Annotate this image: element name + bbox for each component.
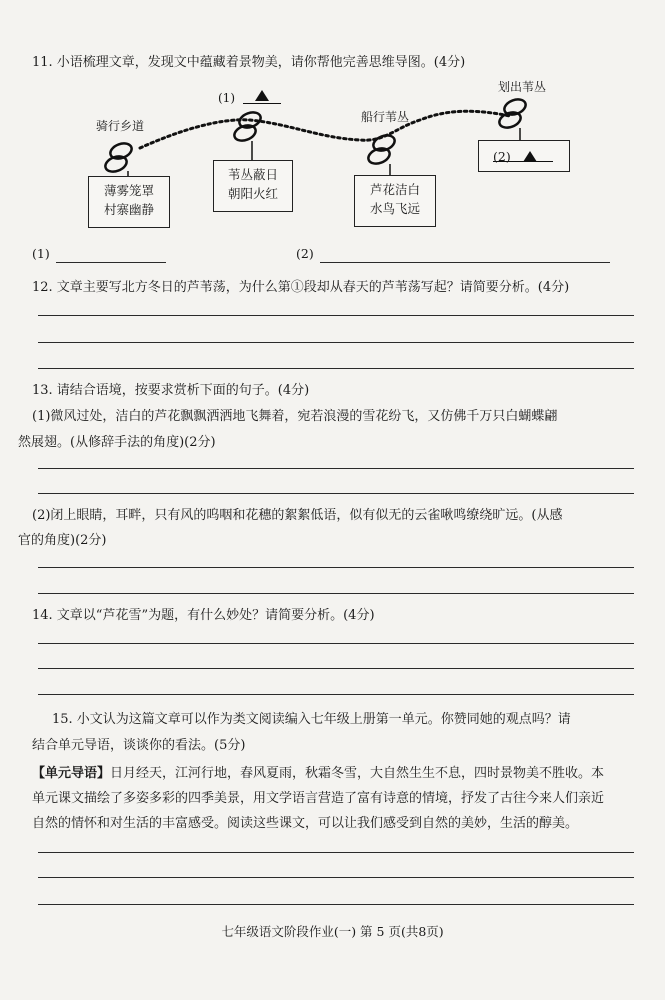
q15-guide-line2: 单元课文描绘了多姿多彩的四季美景，用文学语言营造了富有诗意的情境，抒发了古往今来人们亲近 <box>32 791 605 806</box>
node4-box-text: (2) <box>493 149 511 164</box>
node4-label: 划出苇丛 <box>498 80 547 94</box>
q13-title: 13. 请结合语境，按要求赏析下面的句子。(4分) <box>32 383 310 398</box>
answer-line[interactable] <box>38 852 634 853</box>
q12-title: 12. 文章主要写北方冬日的芦苇荡，为什么第①段却从春天的芦苇荡写起？请简要分析。(4分) <box>32 280 570 295</box>
answer-line[interactable] <box>38 668 634 669</box>
node2-label <box>218 91 281 106</box>
node3-label: 船行苇丛 <box>361 110 410 124</box>
node4-box <box>478 140 570 172</box>
q15-title-line1: 15. 小文认为这篇文章可以作为类文阅读编入七年级上册第一单元。你赞同她的观点吗？请 <box>52 712 571 727</box>
answer-line[interactable] <box>38 493 634 494</box>
footprint-icon <box>366 133 396 167</box>
q13-part1-line2: 然展翅。(从修辞手法的角度)(2分) <box>18 435 216 450</box>
answer-line[interactable] <box>38 593 634 594</box>
answer1-label: (1) <box>32 246 50 261</box>
q13-part2-line1: (2)闭上眼睛，耳畔，只有风的呜咽和花穗的絮絮低语，似有似无的云雀啾鸣缭绕旷远。(从感 <box>32 508 563 523</box>
node3-box <box>354 175 436 227</box>
q15-guide-line3: 自然的情怀和对生活的丰富感受。阅读这些课文，可以让我们感受到自然的美妙，生活的醇美。 <box>32 816 579 831</box>
node2-label-text: (1) <box>218 91 235 105</box>
node3-box-line2: 水鸟飞远 <box>369 201 420 216</box>
answer2-line[interactable] <box>320 262 610 263</box>
unit-guide-tag: 【单元导语】 <box>32 766 111 781</box>
node1-box-line1: 薄雾笼罩 <box>103 183 154 198</box>
page-footer: 七年级语文阶段作业(一) 第 5 页(共8页) <box>221 924 444 939</box>
node2-box-line1: 苇丛蔽日 <box>227 167 278 182</box>
node1-box-line2: 村寨幽静 <box>103 202 154 217</box>
answer-line[interactable] <box>38 368 634 369</box>
answer1-line[interactable] <box>56 262 166 263</box>
q15-guide-line1 <box>32 762 604 781</box>
node3-box-line1: 芦花洁白 <box>369 182 420 197</box>
answer-line[interactable] <box>38 468 634 469</box>
answer-line[interactable] <box>38 342 634 343</box>
q15-title-line2: 结合单元导语，谈谈你的看法。(5分) <box>32 738 246 753</box>
blank-line <box>243 89 281 104</box>
answer-line[interactable] <box>38 877 634 878</box>
unit-guide-text: 日月经天，江河行地，春风夏雨，秋霜冬雪，大自然生生不息，四时景物美不胜收。本 <box>110 766 605 781</box>
answer-line[interactable] <box>38 643 634 644</box>
answer-line[interactable] <box>38 694 634 695</box>
node1-label: 骑行乡道 <box>96 119 145 133</box>
q11-title: 11. 小语梳理文章，发现文中蕴藏着景物美，请你帮他完善思维导图。(4分) <box>32 55 466 70</box>
triangle-icon <box>255 90 269 101</box>
node2-box-line2: 朝阳火红 <box>227 186 278 201</box>
node1-box <box>88 176 170 228</box>
footprint-icon <box>232 110 262 144</box>
footprint-icon <box>103 141 133 175</box>
answer-line[interactable] <box>38 904 634 905</box>
answer-line[interactable] <box>38 567 634 568</box>
q13-part1-line1: (1)微风过处，洁白的芦花飘飘洒洒地飞舞着，宛若浪漫的雪花纷飞，又仿佛千万只白蝴蝶翩 <box>32 409 558 424</box>
q13-part2-line2: 官的角度)(2分) <box>18 533 107 548</box>
q14-title: 14. 文章以“芦花雪”为题，有什么妙处？请简要分析。(4分) <box>32 608 375 623</box>
answer2-label: (2) <box>296 246 314 261</box>
node2-box <box>213 160 293 212</box>
triangle-icon <box>523 151 537 162</box>
answer-line[interactable] <box>38 315 634 316</box>
